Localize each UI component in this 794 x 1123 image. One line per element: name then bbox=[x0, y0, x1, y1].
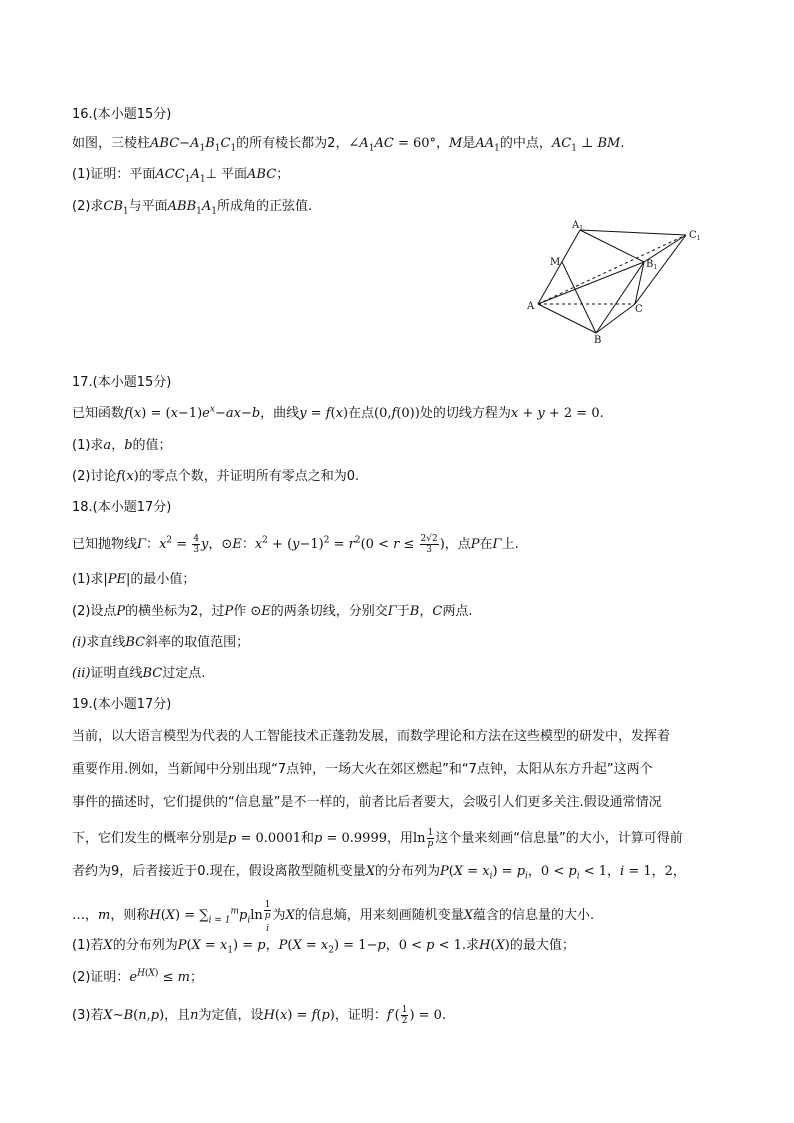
label-B: B bbox=[594, 335, 602, 346]
q16-part2: (2)求$CB_1$与平面$ABB_1A_1$所成角的正弦值. bbox=[72, 199, 313, 217]
q19-header: 19.(本小题17分) bbox=[72, 697, 172, 712]
q19-line6: …，m，则称$H(X) = \sum_{i = 1}^mp_i\ln$ 1 p $_i$ 为X的信息熵，用来刻画随机变量X蕴含的信息量的大小. bbox=[72, 900, 595, 934]
edge-AB1 bbox=[538, 262, 644, 304]
label-A1: $A_1$ bbox=[572, 220, 584, 232]
q19-part1: (1)若X的分布列为$P(X = x_1) = p$，$P(X = x_2) = 1-p$，0 < p < 1.求H(X)的最大值； bbox=[72, 938, 575, 956]
q19-part2: (2)证明：$e^{H(X)} \le m$； bbox=[72, 968, 203, 985]
label-M: M bbox=[550, 257, 561, 268]
q19-line5: 者约为9，后者接近于0.现在，假设离散型随机变量X的分布列为$P(X = x_i) = p_i$，$0 < p_i < 1$，i = 1，2， bbox=[72, 864, 686, 882]
edge-MB bbox=[562, 262, 596, 333]
q19-line3: 事件的描述时，它们提供的“信息量”是不一样的，前者比后者要大，会吸引人们更多关注.假设通常情况 bbox=[72, 795, 662, 810]
q19-line1: 当前，以大语言模型为代表的人工智能技术正蓬勃发展，而数学理论和方法在这些模型的研发中，发挥着 bbox=[72, 729, 671, 744]
q17-part1: (1)求a，b的值； bbox=[72, 438, 172, 453]
label-C: C bbox=[635, 304, 643, 315]
label-A: A bbox=[527, 301, 535, 312]
q17-header: 17.(本小题15分) bbox=[72, 375, 172, 390]
q18-stem: 已知抛物线Γ：$x^2$ = $\frac{4}{3}$ y，⊙E：$x^2 + (y-1)^2 = r^2(0 < r$ ≤ $\frac{2√2}{3}$ )，点P在Γ上. bbox=[72, 534, 519, 555]
q19-line2: 重要作用.例如，当新闻中分别出现“7点钟，一场大火在郊区燃起”和“7点钟，太阳从东方升起”这两个 bbox=[72, 762, 653, 777]
edge-B1C1 bbox=[644, 235, 686, 262]
edge-AC1-dashed bbox=[538, 235, 686, 304]
q16-stem: 如图，三棱柱$ABC-A_1B_1C_1$的所有棱长都为2，$\angle A_1AC = 60^\circ$，M是$AA_1$的中点，$AC_1$ ⊥ BM. bbox=[72, 136, 625, 154]
q18-header: 18.(本小题17分) bbox=[72, 500, 172, 515]
q16-part1: (1)证明：平面$ACC_1A_1\perp$ 平面ABC； bbox=[72, 167, 290, 185]
q18-part2-i: (i)求直线BC斜率的取值范围； bbox=[72, 635, 250, 650]
label-B1: $B_1$ bbox=[646, 259, 658, 271]
q16-header: 16.(本小题15分) bbox=[72, 107, 172, 122]
q18-part2: (2)设点P的横坐标为2，过P作 ⊙E的两条切线，分别交Γ于B，C两点. bbox=[72, 604, 473, 619]
q19-part3: (3)若X∼B(n,p)，且n为定值，设H(x) = f(p)，证明：f′( $\frac{1}{2}$ ) = 0. bbox=[72, 1005, 447, 1026]
edge-AB bbox=[538, 304, 596, 333]
edge-BC bbox=[596, 304, 635, 333]
q18-part2-ii: (ii)证明直线BC过定点. bbox=[72, 666, 206, 681]
q17-stem: 已知函数$f(x) = (x-1)e^x-ax-b$，曲线y = f(x)在点(0,f(0))处的切线方程为x + y + 2 = 0. bbox=[72, 404, 604, 421]
edge-A1B1 bbox=[580, 230, 644, 262]
q17-part2: (2)讨论f(x)的零点个数，并证明所有零点之和为0. bbox=[72, 469, 360, 484]
q18-part1: (1)求|PE|的最小值； bbox=[72, 572, 196, 587]
edge-A1C1 bbox=[580, 230, 686, 235]
q19-line4: 下，它们发生的概率分别是p = 0.0001和p = 0.9999，用ln $\frac{1}{p}$ 这个量来刻画“信息量”的大小，计算可得前 bbox=[72, 828, 683, 849]
prism-figure bbox=[520, 216, 716, 346]
label-C1: $C_1$ bbox=[689, 230, 701, 242]
